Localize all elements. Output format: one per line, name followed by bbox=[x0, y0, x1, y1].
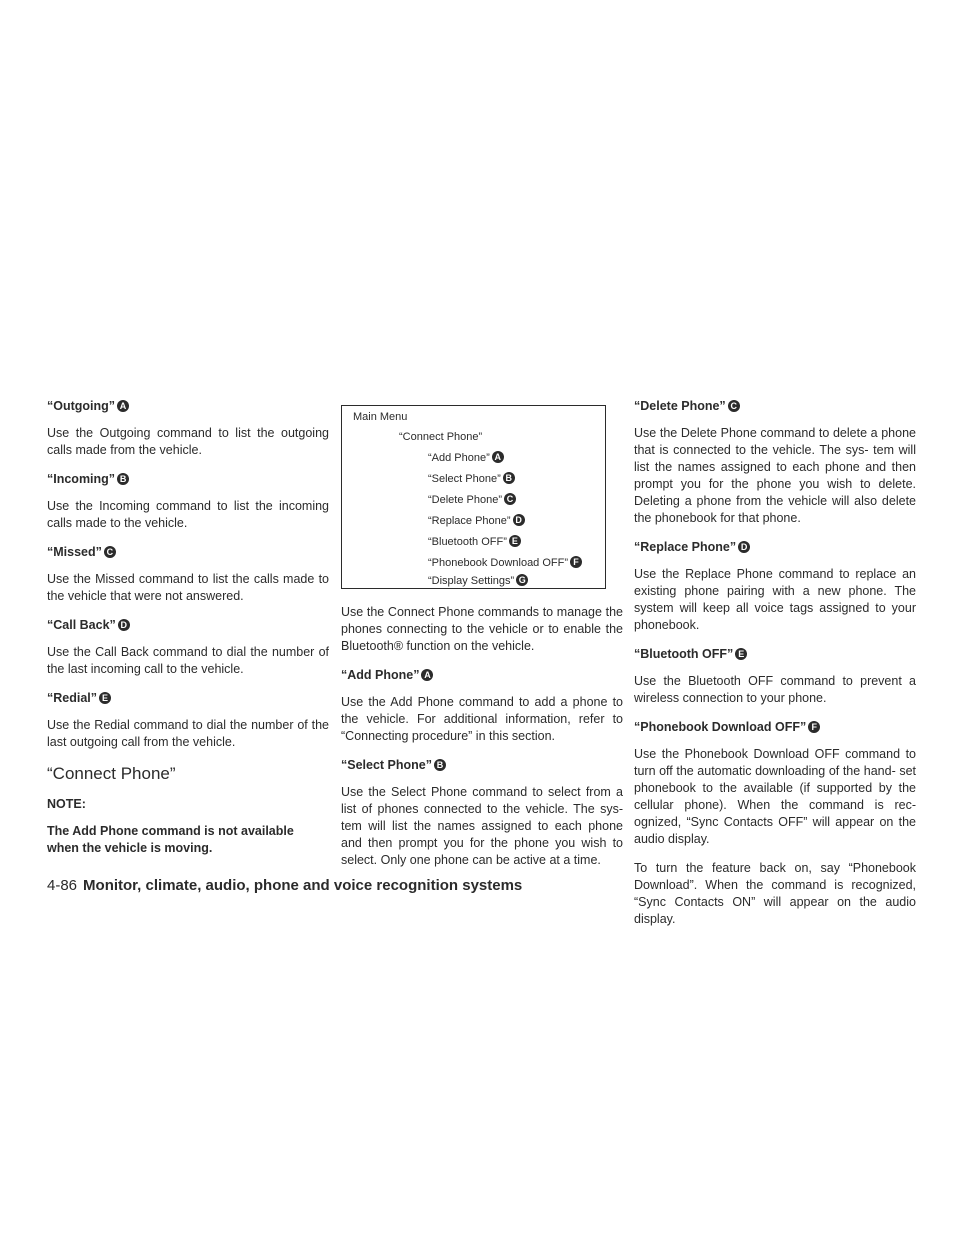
redial-text: Use the Redial command to dial the number of the last outgoing call from the vehicle. bbox=[47, 718, 329, 749]
incoming-text: Use the Incoming command to list the incoming calls made to the vehicle. bbox=[47, 499, 329, 530]
column-1 bbox=[47, 398, 329, 869]
badge-g-icon: G bbox=[516, 574, 528, 586]
badge-e-icon: E bbox=[735, 648, 747, 660]
badge-d-icon: D bbox=[513, 514, 525, 526]
badge-c-icon: C bbox=[504, 493, 516, 505]
replace-phone-heading: “Replace Phone” D bbox=[634, 539, 916, 556]
badge-f-icon: F bbox=[570, 556, 582, 568]
replace-phone-text: Use the Replace Phone command to replace an existing phone pairing with a new phone. The system will keep all voice tags assigned to your phonebook. bbox=[634, 567, 916, 632]
note-label: NOTE: bbox=[47, 797, 86, 811]
menu-main: Main Menu bbox=[353, 411, 408, 423]
select-phone-text: Use the Select Phone command to select from a list of phones connected to the vehicle. The sys- tem will list the names assigned to each phone and then prompt you for the phone you wish to select. Only one phone can be active at a time. bbox=[341, 785, 623, 867]
badge-b-icon: B bbox=[434, 759, 446, 771]
menu-item-select-phone: “Select Phone” B bbox=[428, 472, 515, 485]
badge-f-icon: F bbox=[808, 721, 820, 733]
menu-item-replace-phone: “Replace Phone” D bbox=[428, 514, 525, 527]
outgoing-heading: “Outgoing” A bbox=[47, 398, 329, 415]
bluetooth-off-heading: “Bluetooth OFF” E bbox=[634, 646, 916, 663]
badge-d-icon: D bbox=[738, 541, 750, 553]
callback-text: Use the Call Back command to dial the number of the last incoming call to the vehicle. bbox=[47, 645, 329, 676]
menu-connect-phone: “Connect Phone” bbox=[399, 431, 483, 443]
phonebook-download-off-heading: “Phonebook Download OFF” F bbox=[634, 719, 916, 736]
menu-item-add-phone: “Add Phone” A bbox=[428, 451, 504, 464]
badge-b-icon: B bbox=[503, 472, 515, 484]
badge-d-icon: D bbox=[118, 619, 130, 631]
add-phone-heading: “Add Phone” A bbox=[341, 667, 623, 684]
missed-heading: “Missed” C bbox=[47, 544, 329, 561]
phonebook-download-off-text: Use the Phonebook Download OFF command to turn off the automatic downloading of the hand- set phonebook to the available (if supported by the cellular phone). When the command is rec- ognized, “Sync Contacts OFF” will appear on the audio display. bbox=[634, 747, 916, 846]
badge-a-icon: A bbox=[492, 451, 504, 463]
menu-item-bluetooth-off: “Bluetooth OFF” E bbox=[428, 535, 521, 548]
page-number: 4-86 bbox=[47, 877, 78, 894]
chapter-title: Monitor, climate, audio, phone and voice recognition systems bbox=[83, 877, 523, 894]
callback-heading: “Call Back” D bbox=[47, 617, 329, 634]
outgoing-text: Use the Outgoing command to list the outgoing calls made from the vehicle. bbox=[47, 426, 329, 457]
missed-text: Use the Missed command to list the calls made to the vehicle that were not answered. bbox=[47, 572, 329, 603]
delete-phone-text: Use the Delete Phone command to delete a phone that is connected to the vehicle. The sys- tem will list the names assigned to each phone and then prompt you for the phone you wish to delete. Deleting a phone from the vehicle will also delete the phonebook for that phone. bbox=[634, 426, 916, 525]
incoming-heading: “Incoming” B bbox=[47, 471, 329, 488]
menu-item-display-settings: “Display Settings” G bbox=[428, 574, 528, 587]
column-2 bbox=[341, 604, 623, 881]
menu-item-phonebook-download-off: “Phonebook Download OFF” F bbox=[428, 556, 582, 569]
badge-e-icon: E bbox=[99, 692, 111, 704]
note-text: The Add Phone command is not available when the vehicle is moving. bbox=[47, 824, 294, 855]
badge-c-icon: C bbox=[728, 400, 740, 412]
delete-phone-heading: “Delete Phone” C bbox=[634, 398, 916, 415]
badge-b-icon: B bbox=[117, 473, 129, 485]
redial-heading: “Redial” E bbox=[47, 690, 329, 707]
column-3 bbox=[634, 398, 916, 940]
badge-e-icon: E bbox=[509, 535, 521, 547]
badge-a-icon: A bbox=[421, 669, 433, 681]
menu-item-delete-phone: “Delete Phone” C bbox=[428, 493, 516, 506]
add-phone-text: Use the Add Phone command to add a phone to the vehicle. For additional information, refer to “Connecting procedure” in this section. bbox=[341, 695, 623, 743]
page-footer bbox=[47, 877, 522, 894]
connect-intro-text: Use the Connect Phone commands to manage the phones connecting to the vehicle or to enable the Bluetooth® function on the vehicle. bbox=[341, 605, 623, 653]
turn-back-on-text: To turn the feature back on, say “Phonebook Download”. When the command is recognized, “Sync Contacts ON” will appear on the audio display. bbox=[634, 861, 916, 926]
badge-c-icon: C bbox=[104, 546, 116, 558]
bluetooth-off-text: Use the Bluetooth OFF command to prevent a wireless connection to your phone. bbox=[634, 674, 916, 705]
badge-a-icon: A bbox=[117, 400, 129, 412]
menu-tree-box bbox=[341, 405, 606, 589]
section-title: “Connect Phone” bbox=[47, 764, 176, 783]
select-phone-heading: “Select Phone” B bbox=[341, 757, 623, 774]
